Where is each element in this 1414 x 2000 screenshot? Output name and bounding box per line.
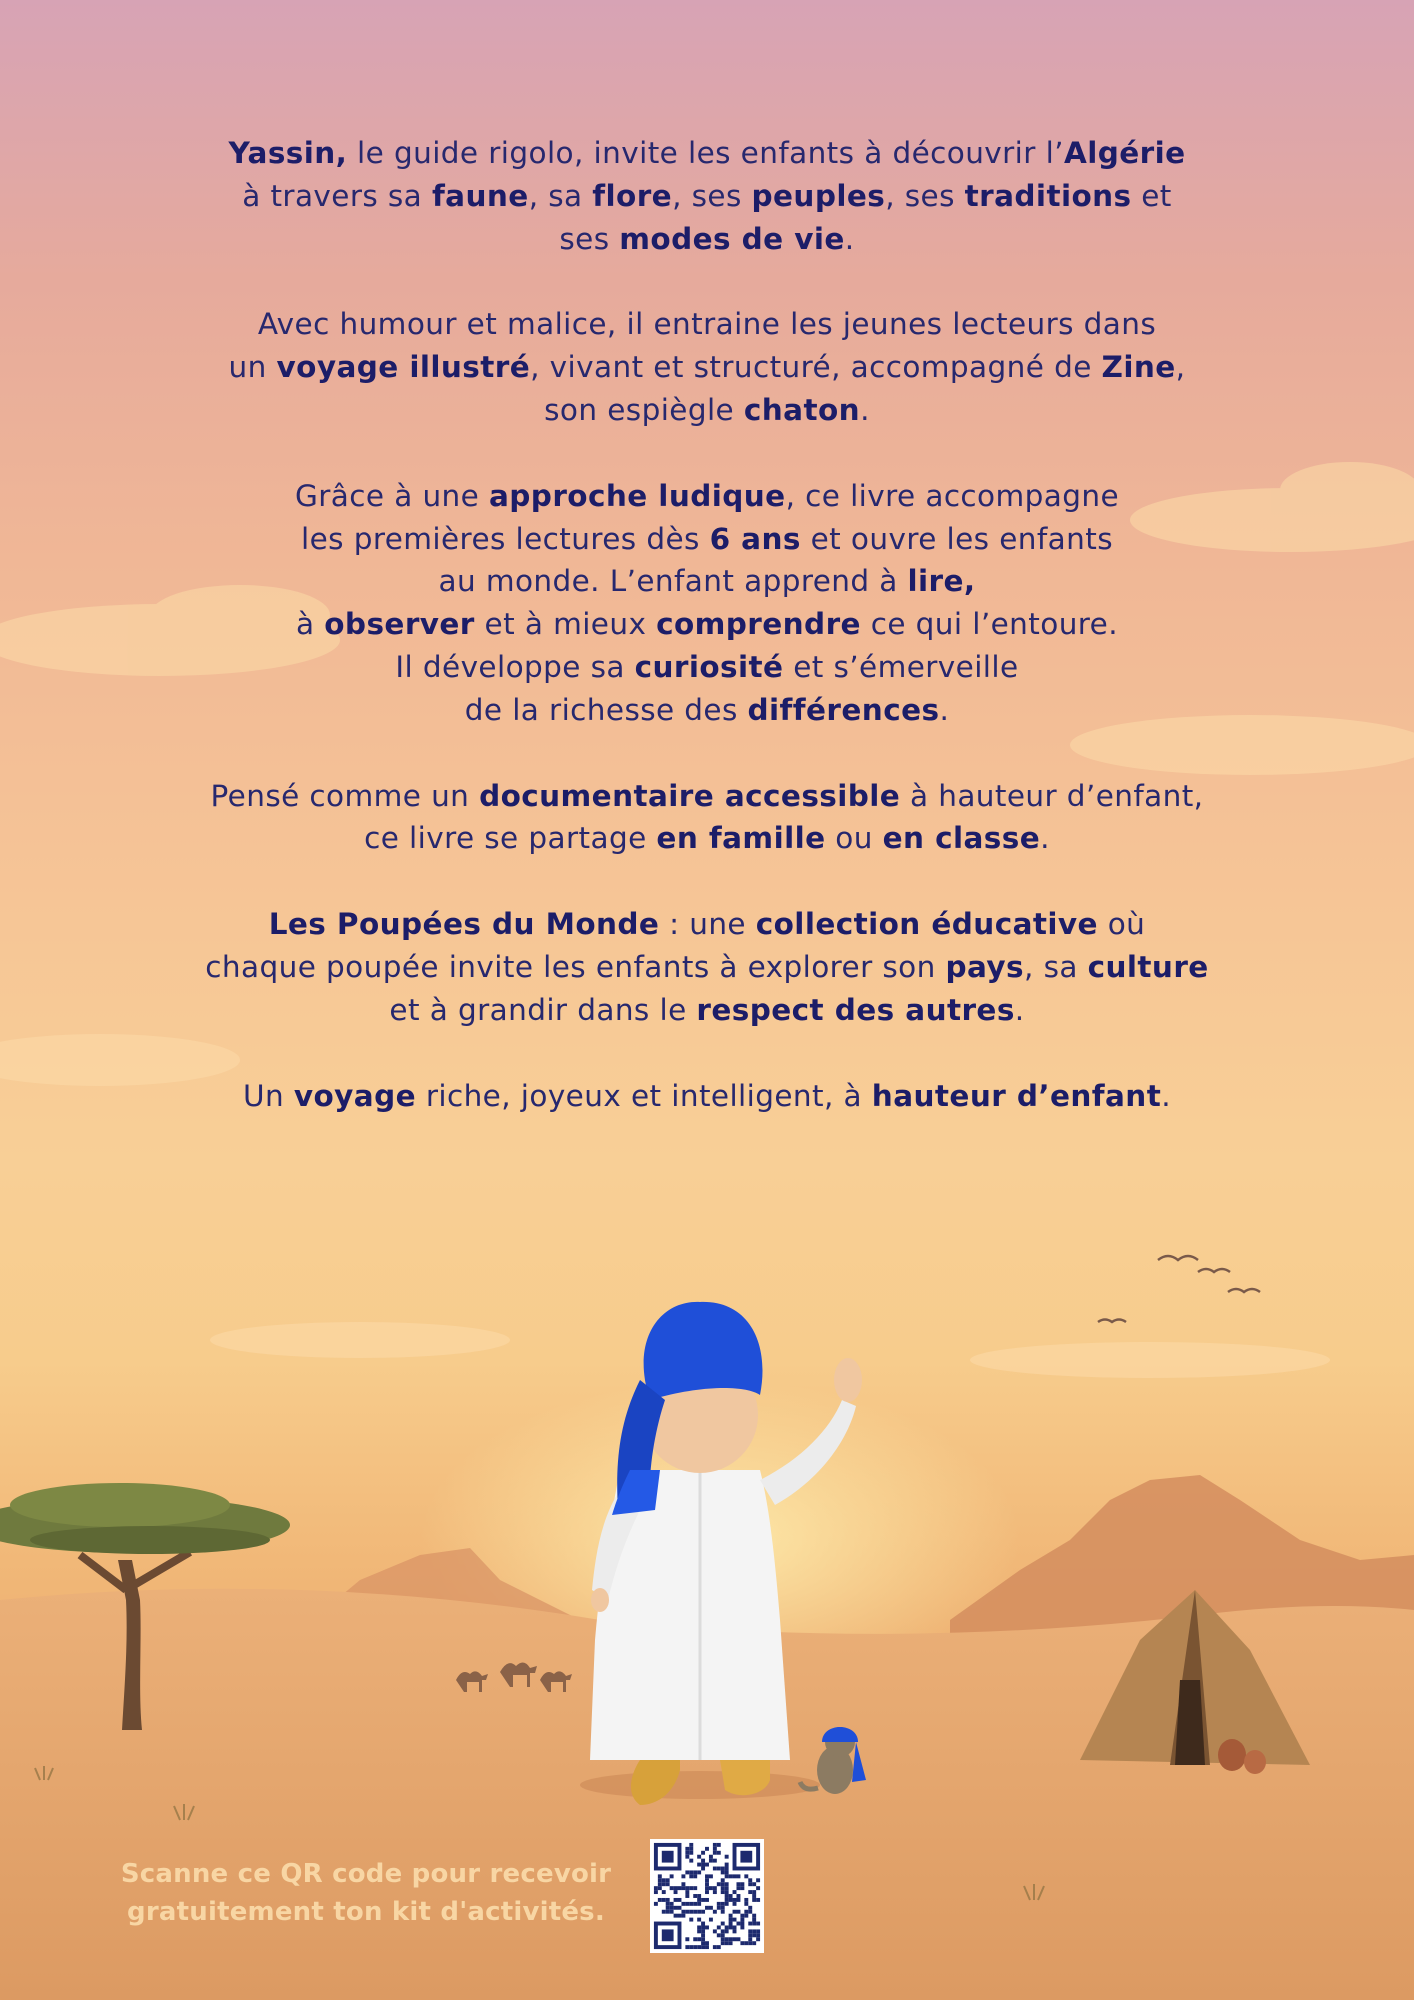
text-run: , ses	[885, 178, 965, 213]
text-run: au monde. L’enfant apprend à	[438, 564, 908, 599]
text-run: , ses	[672, 178, 752, 213]
bold-phrase: hauteur d’enfant	[871, 1078, 1162, 1113]
text-line	[0, 175, 1414, 218]
description-text	[0, 132, 1414, 1160]
text-run: .	[939, 692, 950, 727]
bold-phrase: approche ludique	[488, 478, 786, 513]
text-line	[0, 903, 1414, 946]
bold-phrase: différences	[747, 692, 940, 727]
text-line	[0, 560, 1414, 603]
paragraph-2	[0, 303, 1414, 431]
qr-caption	[96, 1855, 636, 1931]
text-line	[0, 346, 1414, 389]
bold-phrase: respect des autres	[696, 992, 1015, 1027]
text-run: où	[1097, 907, 1146, 942]
bold-phrase: comprendre	[656, 607, 861, 642]
text-run: ce qui l’entoure.	[860, 607, 1118, 642]
text-line	[0, 475, 1414, 518]
text-run: de la richesse des	[464, 692, 748, 727]
bold-phrase: lire,	[907, 564, 976, 599]
text-run: Grâce à une	[294, 478, 489, 513]
text-run: son espiègle	[544, 392, 744, 427]
text-run: , sa	[528, 178, 593, 213]
text-run: ses	[559, 221, 620, 256]
text-run: .	[844, 221, 855, 256]
text-run: ,	[1175, 350, 1186, 385]
text-run: .	[1161, 1078, 1171, 1113]
text-run: riche, joyeux et intelligent, à	[416, 1078, 872, 1113]
bold-phrase: traditions	[964, 178, 1132, 213]
text-run: Il développe sa	[395, 649, 635, 684]
text-line	[0, 946, 1414, 989]
text-line	[0, 689, 1414, 732]
bold-phrase: Zine	[1101, 350, 1176, 385]
bold-phrase: voyage	[293, 1078, 417, 1113]
text-run: les premières lectures dès	[301, 521, 710, 556]
text-run: , vivant et structuré, accompagné de	[530, 350, 1102, 385]
bold-phrase: en famille	[656, 821, 826, 856]
text-run: et s’émerveille	[783, 649, 1019, 684]
birds-icon	[1098, 1256, 1260, 1322]
text-run: chaque poupée invite les enfants à explorer son	[205, 949, 946, 984]
bold-phrase: curiosité	[634, 649, 784, 684]
text-line	[0, 989, 1414, 1032]
qr-caption-line-2: gratuitement ton kit d'activités.	[127, 1897, 605, 1927]
qr-code-icon[interactable]	[650, 1839, 764, 1953]
text-run: , sa	[1024, 949, 1088, 984]
text-run: Un	[243, 1078, 294, 1113]
text-run: et ouvre les enfants	[800, 521, 1113, 556]
bold-phrase: flore	[592, 178, 673, 213]
bold-phrase: Yassin,	[228, 136, 348, 170]
paragraph-5	[0, 903, 1414, 1031]
paragraph-3	[0, 475, 1414, 732]
bold-phrase: faune	[431, 178, 529, 213]
text-line	[0, 303, 1414, 346]
paragraph-6	[0, 1075, 1414, 1118]
bold-phrase: en classe	[882, 821, 1041, 856]
bold-phrase: Les Poupées du Monde	[268, 907, 660, 942]
text-run: ou	[825, 821, 883, 856]
text-run: .	[1014, 992, 1025, 1027]
text-run: : une	[659, 907, 756, 942]
bold-phrase: Algérie	[1063, 136, 1186, 170]
text-line	[0, 389, 1414, 432]
text-run: le guide rigolo, invite les enfants à découvrir l’	[347, 136, 1064, 170]
text-run: à hauteur d’enfant,	[900, 778, 1204, 813]
qr-caption-line-1: Scanne ce QR code pour recevoir	[120, 1859, 612, 1889]
text-line	[0, 132, 1414, 175]
text-run: un	[228, 350, 277, 385]
bold-phrase: culture	[1087, 949, 1209, 984]
paragraph-1	[0, 132, 1414, 260]
text-run: ce livre se partage	[364, 821, 657, 856]
text-run: et à grandir dans le	[389, 992, 697, 1027]
text-run: Pensé comme un	[210, 778, 480, 813]
text-run: .	[1040, 821, 1050, 856]
paragraph-4	[0, 775, 1414, 861]
text-line	[0, 218, 1414, 261]
bold-phrase: documentaire accessible	[479, 778, 901, 813]
bold-phrase: modes de vie	[619, 221, 845, 256]
bold-phrase: peuples	[751, 178, 886, 213]
bold-phrase: collection éducative	[755, 907, 1098, 942]
bold-phrase: voyage illustré	[276, 350, 531, 385]
bold-phrase: observer	[324, 607, 475, 642]
text-line	[0, 603, 1414, 646]
bold-phrase: chaton	[743, 392, 861, 427]
text-run: , ce livre accompagne	[785, 478, 1120, 513]
text-line	[0, 646, 1414, 689]
text-run: et	[1131, 178, 1172, 213]
bold-phrase: pays	[945, 949, 1025, 984]
text-line	[0, 775, 1414, 818]
text-run: à	[296, 607, 325, 642]
text-line	[0, 817, 1414, 860]
text-run: à travers sa	[242, 178, 432, 213]
text-line	[0, 1075, 1414, 1118]
text-line	[0, 518, 1414, 561]
text-run: .	[860, 392, 870, 427]
bold-phrase: 6 ans	[709, 521, 801, 556]
text-run: et à mieux	[474, 607, 657, 642]
text-run: Avec humour et malice, il entraine les jeunes lecteurs dans	[257, 307, 1157, 342]
